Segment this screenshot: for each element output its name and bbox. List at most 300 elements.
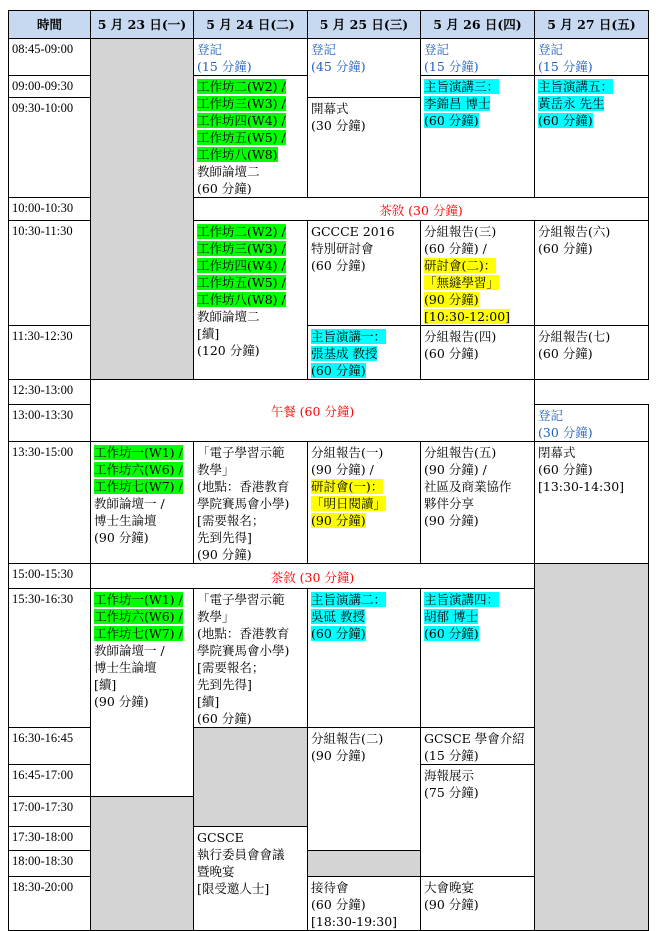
session-line xyxy=(94,625,190,642)
session-text: 登記 xyxy=(197,42,223,57)
session-line xyxy=(424,461,531,478)
session-line xyxy=(197,95,304,112)
session-line xyxy=(94,461,190,478)
session-text: 登記 xyxy=(424,42,450,57)
session-line xyxy=(311,913,417,930)
session-text: (60 分鐘) xyxy=(311,626,366,641)
day3-group-report-1 xyxy=(308,442,421,564)
session-text: (90 分鐘) xyxy=(424,292,479,307)
session-text: GCSCE xyxy=(197,830,244,845)
session-text: (90 分鐘) / xyxy=(311,462,374,477)
day4-registration xyxy=(421,39,535,76)
session-line xyxy=(311,58,417,75)
time-slot: 09:30-10:00 xyxy=(9,97,91,197)
session-line xyxy=(94,403,531,420)
day3-blank-evening xyxy=(308,851,421,877)
session-text: 主旨演講五： xyxy=(538,79,614,94)
session-text: 胡郁 博士 xyxy=(424,609,478,624)
day1-workshops-pm xyxy=(91,442,194,564)
session-text: 工作坊二(W2) / xyxy=(197,224,286,239)
header-time: 時間 xyxy=(9,11,91,39)
session-line xyxy=(311,879,417,896)
session-line xyxy=(197,240,304,257)
session-line xyxy=(424,223,531,240)
header-day-2: 5 月 24 日(二) xyxy=(194,11,308,39)
session-text: (60 分鐘) / xyxy=(424,241,487,256)
session-line xyxy=(538,78,645,95)
session-line xyxy=(94,642,190,659)
session-line xyxy=(197,495,304,512)
session-line xyxy=(197,710,304,727)
session-text: 分組報告(一) xyxy=(311,445,384,460)
header-day-3: 5 月 25 日(三) xyxy=(308,11,421,39)
session-line xyxy=(311,730,417,747)
session-line xyxy=(197,512,304,529)
session-text: 特別研討會 xyxy=(311,241,374,256)
session-line xyxy=(538,345,645,362)
session-text: 工作坊四(W4) / xyxy=(197,113,286,128)
session-line xyxy=(197,58,304,75)
session-line xyxy=(424,625,531,642)
session-line xyxy=(311,896,417,913)
session-line xyxy=(424,345,531,362)
session-line xyxy=(538,444,645,461)
day5-group-report-7 xyxy=(535,326,649,380)
session-text: 閉幕式 xyxy=(538,445,576,460)
session-text: 「電子學習示範 xyxy=(197,592,285,607)
time-slot: 15:30-16:30 xyxy=(9,589,91,728)
day2-registration xyxy=(194,39,308,76)
session-line xyxy=(197,163,304,180)
day3-gccce-forum xyxy=(308,221,421,326)
session-text: (45 分鐘) xyxy=(311,59,366,74)
schedule-row xyxy=(9,442,649,564)
session-text: (90 分鐘) xyxy=(424,513,479,528)
schedule-body xyxy=(9,39,649,931)
time-slot: 17:30-18:00 xyxy=(9,827,91,851)
schedule-table xyxy=(8,10,649,931)
session-text: [續] xyxy=(94,677,117,692)
session-text: 學院賽馬會小學) xyxy=(197,496,290,511)
session-text: 開幕式 xyxy=(311,100,349,116)
session-text: (地點：香港教育 xyxy=(197,479,290,494)
session-line xyxy=(424,879,531,896)
session-line xyxy=(424,444,531,461)
session-text: 午餐 (60 分鐘) xyxy=(270,404,355,419)
session-text: (90 分鐘) / xyxy=(424,462,487,477)
session-line xyxy=(197,880,304,897)
session-line xyxy=(311,608,417,625)
session-line xyxy=(197,325,304,342)
day5-keynote-5 xyxy=(535,76,649,198)
session-line xyxy=(311,223,417,240)
session-line xyxy=(197,529,304,546)
session-line xyxy=(197,444,304,461)
session-line xyxy=(197,274,304,291)
session-text: (60 分鐘) xyxy=(311,897,366,912)
header-day-1: 5 月 23 日(一) xyxy=(91,11,194,39)
session-text: [10:30-12:00] xyxy=(424,309,511,324)
session-text: (60 分鐘) xyxy=(197,181,252,196)
day4-group-report-4 xyxy=(421,326,535,380)
session-text: [需要報名； xyxy=(197,660,265,675)
schedule-row xyxy=(9,39,649,76)
session-line xyxy=(311,591,417,608)
day4-poster xyxy=(421,765,535,877)
tea-break-afternoon xyxy=(91,564,535,589)
session-line xyxy=(197,625,304,642)
session-line xyxy=(424,291,531,308)
session-line xyxy=(311,512,417,529)
session-text: 登記 xyxy=(538,408,564,423)
day4-gcsce-intro xyxy=(421,728,535,765)
header-day-5: 5 月 27 日(五) xyxy=(535,11,649,39)
session-line xyxy=(538,41,645,58)
session-line xyxy=(424,784,531,801)
session-line xyxy=(197,112,304,129)
day5-blank-afternoon xyxy=(535,564,649,931)
day3-reception xyxy=(308,877,421,931)
session-text: 教學」 xyxy=(197,609,235,624)
session-text: 工作坊一(W1) / xyxy=(94,445,183,460)
session-text: (90 分鐘) xyxy=(94,530,149,545)
session-text: 博士生論壇 xyxy=(94,660,157,675)
session-text: 「明日閱讀」 xyxy=(311,496,387,511)
session-text: 教學」 xyxy=(197,462,235,477)
session-line xyxy=(94,693,190,710)
time-slot: 13:00-13:30 xyxy=(9,405,91,442)
session-line xyxy=(94,591,190,608)
session-line xyxy=(311,345,417,362)
session-line xyxy=(197,659,304,676)
session-text: 工作坊五(W5) / xyxy=(197,275,286,290)
session-line xyxy=(424,257,531,274)
day1-blank-evening xyxy=(91,797,194,931)
day4-keynote-4 xyxy=(421,589,535,728)
day1-workshops-cont xyxy=(91,589,194,797)
session-line xyxy=(538,112,645,129)
session-text: (15 分鐘) xyxy=(424,59,479,74)
session-line xyxy=(197,291,304,308)
session-text: (15 分鐘) xyxy=(197,59,252,74)
session-line xyxy=(424,591,531,608)
session-text: (90 分鐘) xyxy=(94,694,149,709)
session-text: 海報展示 xyxy=(424,768,475,783)
day1-blank-morning xyxy=(91,39,194,380)
session-text: 黃岳永 先生 xyxy=(538,96,605,111)
session-line xyxy=(424,512,531,529)
day4-group-report-3 xyxy=(421,221,535,326)
session-line xyxy=(197,478,304,495)
time-slot: 10:00-10:30 xyxy=(9,198,91,221)
session-line xyxy=(94,529,190,546)
session-text: GCSCE 學會介紹 xyxy=(424,731,525,746)
day3-group-report-2 xyxy=(308,728,421,851)
session-line xyxy=(311,444,417,461)
session-line xyxy=(311,328,417,345)
time-slot: 13:30-15:00 xyxy=(9,442,91,564)
session-text: (60 分鐘) xyxy=(311,258,366,273)
session-line xyxy=(424,58,531,75)
session-line xyxy=(311,41,417,58)
header-row xyxy=(9,11,649,39)
day2-elearning-demo xyxy=(194,442,308,564)
session-text: (120 分鐘) xyxy=(197,343,260,358)
session-text: [13:30-14:30] xyxy=(538,479,625,494)
session-line xyxy=(424,78,531,95)
session-text: (90 分鐘) xyxy=(311,513,366,528)
day2-workshops-cont xyxy=(194,221,308,380)
session-text: (60 分鐘) xyxy=(538,462,593,477)
session-line xyxy=(94,676,190,693)
session-text: [續] xyxy=(197,694,220,709)
session-line xyxy=(538,95,645,112)
session-text: GCCCE 2016 xyxy=(311,224,395,239)
session-text: 接待會 xyxy=(311,880,349,895)
day1-registration xyxy=(535,405,649,442)
session-text: (60 分鐘) xyxy=(424,113,479,128)
session-line xyxy=(197,693,304,710)
session-line xyxy=(197,461,304,478)
session-text: 吳砥 教授 xyxy=(311,609,365,624)
session-line xyxy=(311,495,417,512)
session-text: (15 分鐘) xyxy=(424,748,479,763)
session-line xyxy=(197,146,304,163)
time-slot: 16:30-16:45 xyxy=(9,728,91,765)
session-text: (90 分鐘) xyxy=(311,748,366,763)
session-text: 工作坊七(W7) / xyxy=(94,479,183,494)
session-text: [18:30-19:30] xyxy=(311,914,398,929)
session-line xyxy=(197,591,304,608)
session-text: 茶敘 (30 分鐘) xyxy=(379,202,463,218)
session-text: 工作坊八(W8) xyxy=(197,147,278,162)
time-slot: 10:30-11:30 xyxy=(9,221,91,326)
session-text: 分組報告(七) xyxy=(538,329,611,344)
session-line xyxy=(424,274,531,291)
session-line xyxy=(311,257,417,274)
session-text: 分組報告(三) xyxy=(424,224,497,239)
session-text: (60 分鐘) xyxy=(538,113,593,128)
schedule-header xyxy=(9,11,649,39)
session-line xyxy=(94,478,190,495)
session-line xyxy=(197,202,645,219)
session-text: 社區及商業協作 xyxy=(424,479,512,494)
day3-registration xyxy=(308,39,421,98)
day2-workshops-am xyxy=(194,76,308,198)
session-text: 分組報告(六) xyxy=(538,224,611,239)
session-text: 教師論壇二 xyxy=(197,309,260,324)
session-text: (60 分鐘) xyxy=(538,241,593,256)
session-text: 先到先得] xyxy=(197,677,252,692)
session-line xyxy=(424,41,531,58)
session-line xyxy=(311,461,417,478)
schedule-row xyxy=(9,380,649,405)
time-slot: 18:00-18:30 xyxy=(9,851,91,877)
session-text: (75 分鐘) xyxy=(424,785,479,800)
session-text: 工作坊二(W2) / xyxy=(197,79,286,94)
session-text: 張基成 教授 xyxy=(311,346,378,361)
day5-group-report-6 xyxy=(535,221,649,326)
session-line xyxy=(424,112,531,129)
session-line xyxy=(197,642,304,659)
session-text: 博士生論壇 xyxy=(94,513,157,528)
time-slot: 08:45-09:00 xyxy=(9,39,91,76)
session-line xyxy=(197,608,304,625)
time-slot: 15:00-15:30 xyxy=(9,564,91,589)
session-text: 研討會(一)： xyxy=(311,479,384,494)
day3-keynote-2 xyxy=(308,589,421,728)
session-line xyxy=(311,240,417,257)
time-slot: 18:30-20:00 xyxy=(9,877,91,931)
session-line xyxy=(538,461,645,478)
session-text: 分組報告(四) xyxy=(424,329,497,344)
session-line xyxy=(538,328,645,345)
time-slot: 09:00-09:30 xyxy=(9,76,91,98)
session-line xyxy=(197,129,304,146)
session-line xyxy=(197,257,304,274)
session-text: 「無縫學習」 xyxy=(424,275,500,290)
session-text: (90 分鐘) xyxy=(424,897,479,912)
day4-group-report-5 xyxy=(421,442,535,564)
header-day-4: 5 月 26 日(四) xyxy=(421,11,535,39)
session-line xyxy=(197,863,304,880)
session-text: 工作坊五(W5) / xyxy=(197,130,286,145)
session-text: 工作坊一(W1) / xyxy=(94,592,183,607)
session-line xyxy=(197,676,304,693)
session-line xyxy=(94,512,190,529)
session-line xyxy=(424,747,531,764)
session-text: 研討會(二)： xyxy=(424,258,497,273)
time-slot: 17:00-17:30 xyxy=(9,797,91,827)
session-text: (60 分鐘) xyxy=(197,711,252,726)
session-text: 主旨演講四： xyxy=(424,592,500,607)
session-line xyxy=(94,444,190,461)
session-text: 分組報告(五) xyxy=(424,445,497,460)
time-slot: 11:30-12:30 xyxy=(9,326,91,380)
day4-banquet xyxy=(421,877,535,931)
session-line xyxy=(424,730,531,747)
session-line xyxy=(424,767,531,784)
session-text: 工作坊四(W4) / xyxy=(197,258,286,273)
session-line xyxy=(94,495,190,512)
session-text: 工作坊六(W6) / xyxy=(94,609,183,624)
session-text: (90 分鐘) xyxy=(197,547,252,562)
day3-opening xyxy=(308,97,421,197)
session-text: 工作坊三(W3) / xyxy=(197,241,286,256)
session-text: 茶敘 (30 分鐘) xyxy=(270,569,355,585)
session-text: (60 分鐘) xyxy=(538,346,593,361)
session-text: 教師論壇二 xyxy=(197,164,260,179)
session-line xyxy=(197,308,304,325)
day2-blank-afternoon xyxy=(194,728,308,827)
session-line xyxy=(197,223,304,240)
session-text: (30 分鐘) xyxy=(311,117,366,133)
session-text: 「電子學習示範 xyxy=(197,445,285,460)
session-text: 夥伴分享 xyxy=(424,496,475,511)
day3-keynote-1 xyxy=(308,326,421,380)
session-text: 工作坊六(W6) / xyxy=(94,462,183,477)
session-line xyxy=(311,117,417,134)
session-text: (地點：香港教育 xyxy=(197,626,290,641)
session-text: 登記 xyxy=(538,42,564,57)
session-text: 先到先得] xyxy=(197,530,252,545)
session-text: 李錦昌 博士 xyxy=(424,96,491,111)
session-text: (30 分鐘) xyxy=(538,425,593,440)
session-line xyxy=(424,478,531,495)
session-line xyxy=(197,342,304,359)
session-line xyxy=(197,846,304,863)
session-text: 暨晚宴 xyxy=(197,864,235,879)
session-line xyxy=(538,240,645,257)
session-text: 主旨演講二： xyxy=(311,592,387,607)
session-line xyxy=(197,829,304,846)
session-line xyxy=(538,58,645,75)
session-text: 學院賽馬會小學) xyxy=(197,643,290,658)
session-text: [需要報名； xyxy=(197,513,265,528)
session-line xyxy=(311,747,417,764)
session-text: 主旨演講三： xyxy=(424,79,500,94)
day2-exco-dinner xyxy=(194,827,308,931)
session-text: (60 分鐘) xyxy=(424,346,479,361)
session-text: 大會晚宴 xyxy=(424,880,475,895)
session-line xyxy=(424,240,531,257)
session-text: 工作坊七(W7) / xyxy=(94,626,183,641)
session-line xyxy=(311,478,417,495)
session-line xyxy=(424,608,531,625)
session-line xyxy=(197,78,304,95)
session-text: 執行委員會會議 xyxy=(197,847,285,862)
session-text: 登記 xyxy=(311,42,337,57)
session-text: 教師論壇一 / xyxy=(94,496,165,511)
session-text: 分組報告(二) xyxy=(311,731,384,746)
session-line xyxy=(94,659,190,676)
session-line xyxy=(424,495,531,512)
session-text: 工作坊三(W3) / xyxy=(197,96,286,111)
tea-break-morning xyxy=(194,198,649,221)
session-text: 主旨演講一： xyxy=(311,329,387,344)
session-line xyxy=(538,223,645,240)
session-line xyxy=(538,407,645,424)
day2-elearning-demo-cont xyxy=(194,589,308,728)
day5-closing xyxy=(535,442,649,564)
time-slot: 12:30-13:00 xyxy=(9,380,91,405)
session-line xyxy=(311,100,417,117)
session-text: 工作坊八(W8) / xyxy=(197,292,286,307)
time-slot: 16:45-17:00 xyxy=(9,765,91,797)
session-line xyxy=(94,608,190,625)
session-text: [限受邀人士] xyxy=(197,881,270,896)
session-line xyxy=(538,478,645,495)
session-text: [續] xyxy=(197,326,220,341)
session-line xyxy=(538,424,645,441)
lunch xyxy=(91,380,535,442)
schedule-row xyxy=(9,564,649,589)
session-line xyxy=(94,569,531,586)
session-text: 教師論壇一 / xyxy=(94,643,165,658)
session-line xyxy=(197,546,304,563)
day4-keynote-3 xyxy=(421,76,535,198)
session-text: (15 分鐘) xyxy=(538,59,593,74)
session-line xyxy=(197,180,304,197)
day5-registration xyxy=(535,39,649,76)
session-line xyxy=(424,95,531,112)
session-line xyxy=(197,41,304,58)
session-line xyxy=(424,308,531,325)
session-line xyxy=(424,328,531,345)
session-line xyxy=(424,896,531,913)
session-line xyxy=(311,362,417,379)
session-line xyxy=(311,625,417,642)
